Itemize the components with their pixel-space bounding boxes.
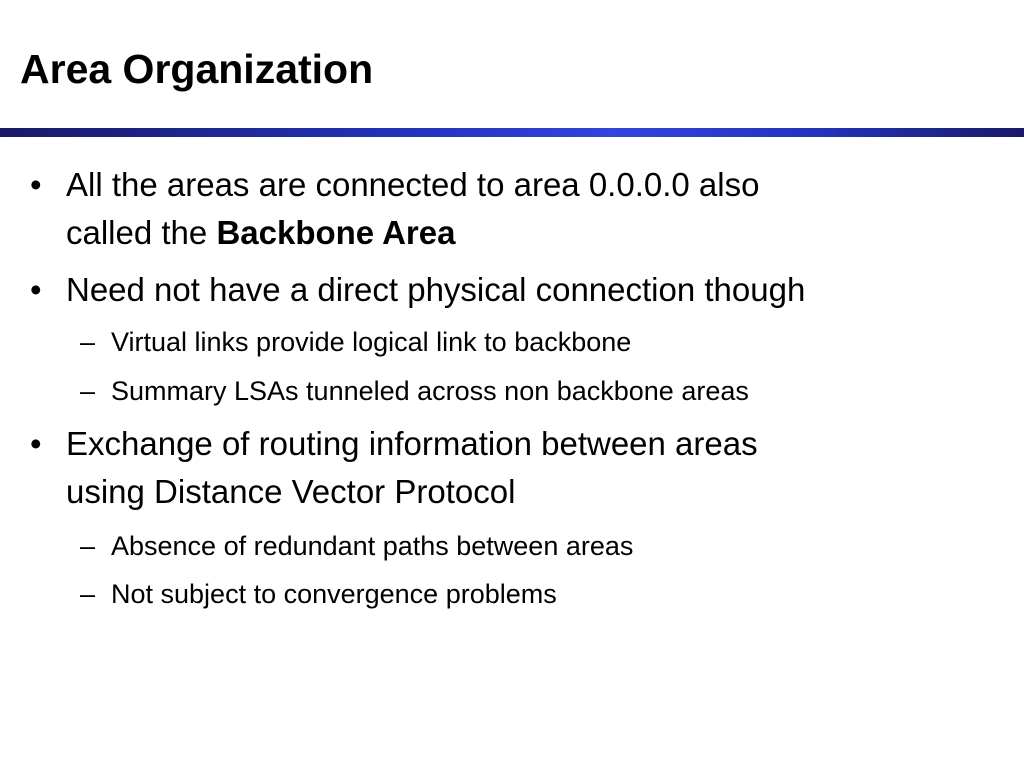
sub-bullet-item bbox=[80, 322, 980, 362]
bullet-text-line1: Exchange of routing information between areas bbox=[66, 425, 758, 462]
bullet-item bbox=[30, 161, 990, 257]
bullet-text-line1: All the areas are connected to area 0.0.0.0 also bbox=[66, 166, 760, 203]
bullet-item bbox=[30, 266, 990, 314]
sub-bullet-item bbox=[80, 526, 980, 566]
sub-bullet-text: Virtual links provide logical link to backbone bbox=[111, 327, 632, 357]
title-underline-bar bbox=[0, 128, 1024, 137]
dash-marker: – bbox=[80, 531, 96, 561]
sub-bullet-text: Not subject to convergence problems bbox=[111, 579, 557, 609]
bullet-marker: • bbox=[30, 425, 42, 462]
sub-bullet-item bbox=[80, 371, 980, 411]
sub-bullet-text: Absence of redundant paths between areas bbox=[111, 531, 634, 561]
bullet-marker: • bbox=[30, 271, 42, 308]
slide-title: Area Organization bbox=[20, 46, 374, 92]
bullet-text-line2: using Distance Vector Protocol bbox=[66, 473, 516, 510]
bullet-text bbox=[66, 420, 990, 516]
bullet-text bbox=[66, 161, 990, 257]
dash-marker: – bbox=[80, 376, 96, 406]
sub-bullet-text: Summary LSAs tunneled across non backbone areas bbox=[111, 376, 749, 406]
sub-bullet-item bbox=[80, 574, 980, 614]
bullet-marker: • bbox=[30, 166, 42, 203]
bullet-text-line2-prefix: called the bbox=[66, 214, 217, 251]
dash-marker: – bbox=[80, 327, 96, 357]
dash-marker: – bbox=[80, 579, 96, 609]
bullet-text: Need not have a direct physical connection though bbox=[66, 271, 806, 308]
bullet-text-bold: Backbone Area bbox=[216, 214, 456, 251]
bullet-item bbox=[30, 420, 990, 516]
